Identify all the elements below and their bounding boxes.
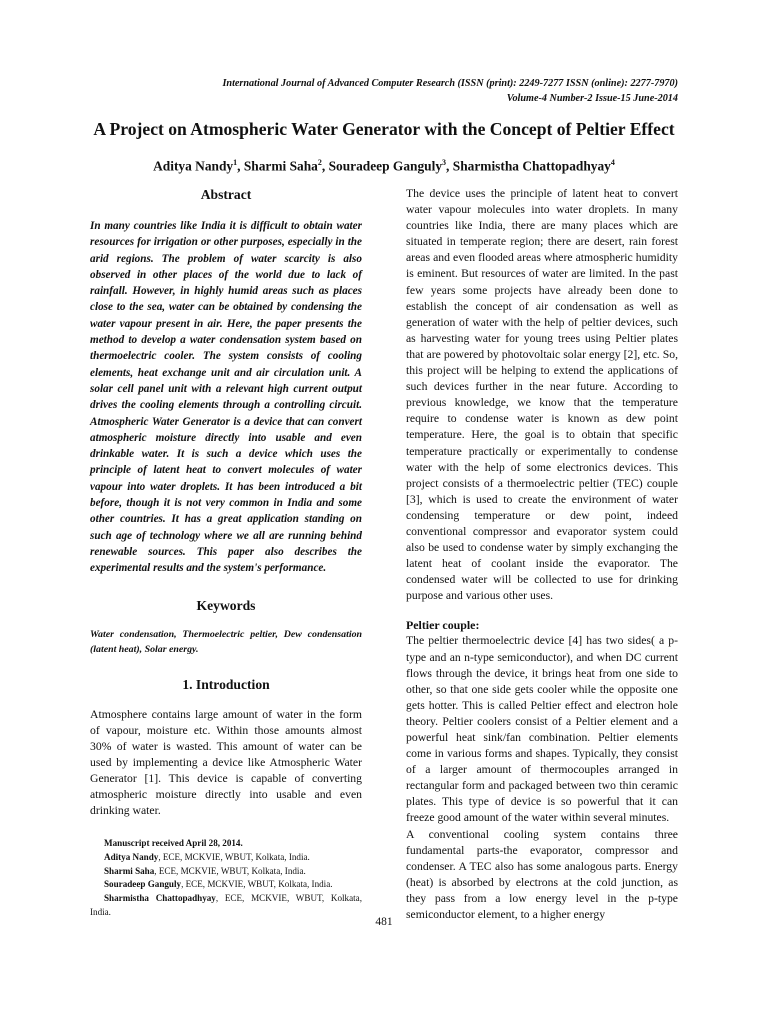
keywords-heading: Keywords — [196, 597, 256, 613]
author-sup: 3 — [442, 158, 447, 167]
abstract-heading: Abstract — [200, 187, 252, 202]
affiliation: Souradeep Ganguly, ECE, MCKVIE, WBUT, Kolkata, India. — [104, 879, 333, 890]
paper-title: A Project on Atmospheric Water Generator with the Concept of Peltier Effect — [93, 119, 675, 139]
author-list: Aditya Nandy$^1$, Sharmi Saha$^2$, Souradeep Ganguly$^3$, Sharmistha Chattopadhyay$^4$ — [153, 158, 615, 174]
body-paragraph: The device uses the principle of latent heat to convert water vapour molecules into water droplets. In many countries like India, there are many places which are situated in temperate region; there are desert, rain forest areas and even flooded areas where atmospheric humidity is eminent. But resources of water are limited. In the past few years some projects have already been done to establish the concept of air condensation as well as generation of water with the help of peltier devices, such as harvesting water for young trees using Peltier plates that are powered by photovoltaic solar energy [2], etc. So, this project will be helping to extend the applications of such devices further in the near future. According to previous knowledge, we know that the temperature require to condense water is known as dew point temperature. Here, the goal is to obtain that specific temperature practically or experimentally to condense water with the help of some electronics devices. This project consists of a thermoelectric peltier (TEC) couple [3], which is used to create the environment of water condensing temperature or dew point, indeed conventional compressor and evaporator system could also be used to condense water by simply exchanging the latent heat of coolant inside the evaporator. The condensed water will be collected to use for drinking purpose and various other uses. — [406, 187, 678, 603]
manuscript-received: Manuscript received April 28, 2014. — [104, 838, 243, 849]
affiliation: Sharmi Saha, ECE, MCKVIE, WBUT, Kolkata, India. — [104, 865, 306, 876]
page-number: 481 — [375, 916, 393, 928]
affiliation: Aditya Nandy, ECE, MCKVIE, WBUT, Kolkata, India. — [104, 851, 310, 862]
peltier-subheading: Peltier couple: — [406, 618, 480, 633]
journal-header — [78, 76, 678, 106]
keywords-text: Water condensation, Thermoelectric peltier, Dew condensation (latent heat), Solar energy. — [90, 628, 362, 656]
author-sup: 2 — [317, 158, 322, 167]
author-sup: 4 — [610, 158, 615, 167]
introduction-text: Atmosphere contains large amount of water in the form of vapour, moisture etc. Within those amounts almost 30% of water is wasted. This amount of water can be used by implementing a device like Atmospheric Water Generator [1]. This device is capable of converting atmospheric moisture directly into usable and even drinking water. — [90, 707, 362, 818]
author-name: Aditya Nandy — [153, 158, 234, 174]
author-name: Souradeep Ganguly — [328, 158, 443, 174]
affiliation: Sharmistha Chattopadhyay, ECE, MCKVIE, WBUT, Kolkata, India. — [90, 893, 362, 917]
author-name: Sharmistha Chattopadhyay — [452, 158, 611, 174]
journal-line: International Journal of Advanced Computer Research (ISSN (print): 2249-7277 ISSN (online): 2277-7970) — [222, 78, 678, 89]
author-name: Sharmi Saha — [243, 158, 318, 174]
body-paragraph: The peltier thermoelectric device [4] has two sides( a p-type and an n-type semiconductor), and when DC current flows through the device, it brings heat from one side to other, so that one side gets cooler while the opposite one gets hotter. This is called Peltier effect and electron hole theory. Peltier coolers consist of a Peltier element and a powerful heat sink/fan combination. Peltier elements come in various forms and shapes. Typically, they consist of a larger amount of thermocouples arranged in rectangular form and packaged between two thin ceramic plates. This type of device is so powerful that it can freeze good amount of the water within several minutes. — [406, 634, 678, 825]
left-column — [90, 186, 362, 919]
abstract-text: In many countries like India it is difficult to obtain water resources for irrigation or other purposes, especially in the arid regions. The problem of water scarcity is also observed in other places of the world due to lack of rainfall. However, in highly humid areas such as places close to the sea, water can be obtained by condensing the water vapour present in air. Here, the paper presents the method to develop a water condensation system based on thermoelectric cooler. The system consists of cooling elements, heat exchange unit and air circulation unit. A solar cell panel unit with a relevant high current output drives the cooling elements through a controlling circuit. Atmospheric Water Generator is a device that can convert atmospheric moisture directly into usable and even drinkable water. It is such a device which uses the principle of latent heat to convert molecules of water vapour into water droplets. It has been introduced a bit before, though it is not very common in India and some other countries. It has a great application standing on such age of technology where we all are running behind renewable sources. This paper also describes the experimental results and the system's performance. — [90, 220, 362, 575]
right-column — [406, 186, 678, 923]
body-paragraph: A conventional cooling system contains three fundamental parts-the evaporator, compressor and condenser. A TEC also has some analogous parts. Energy (heat) is absorbed by electrons at the cold junction, as they pass from a low energy level in the p-type semiconductor element, to a higher energy — [406, 827, 678, 922]
author-sup: 1 — [233, 158, 238, 167]
introduction-heading: 1. Introduction — [182, 676, 270, 692]
volume-line: Volume-4 Number-2 Issue-15 June-2014 — [506, 93, 678, 104]
footnote — [90, 837, 362, 919]
